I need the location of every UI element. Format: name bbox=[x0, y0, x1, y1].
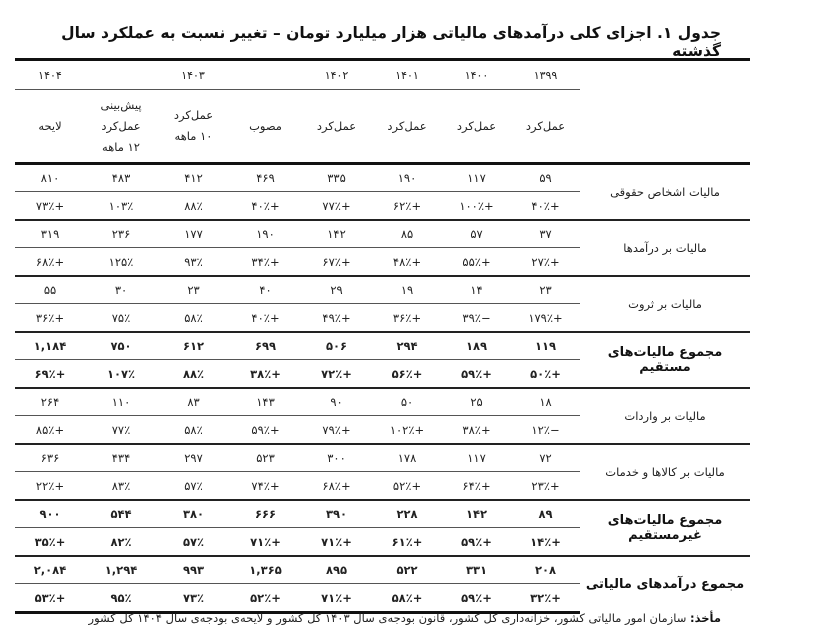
change-cell: +۲۳٪ bbox=[531, 478, 560, 493]
change-cell: ۱۰۷٪ bbox=[106, 366, 136, 381]
value-cell: ۳۰ bbox=[85, 276, 157, 304]
value-cell: ۹۹۳ bbox=[157, 556, 230, 584]
change-cell: +۲۲٪ bbox=[35, 478, 65, 493]
value-cell: ۱۹ bbox=[372, 276, 442, 304]
change-cell: ۸۸٪ bbox=[182, 366, 205, 381]
change-cell: +۶۸٪ bbox=[322, 478, 351, 493]
change-cell: +۷۷٪ bbox=[322, 198, 351, 213]
row-label: مجموع درآمدهای مالیاتی bbox=[580, 556, 750, 613]
value-cell: ۲۹۴ bbox=[372, 332, 442, 360]
change-cell: +۶۴٪ bbox=[462, 478, 491, 493]
table-row-values bbox=[15, 500, 750, 528]
change-cell: ۷۵٪ bbox=[111, 310, 131, 325]
change-cell: +۶۹٪ bbox=[34, 366, 66, 381]
value-cell: ۱۴۲ bbox=[301, 220, 372, 248]
sub-header-1402: عمل‌کرد bbox=[301, 90, 372, 164]
sub-header-1403-approved: مصوب bbox=[230, 90, 301, 164]
row-label: مجموع مالیات‌های مستقیم bbox=[580, 332, 750, 388]
year-header-1399: ۱۳۹۹ bbox=[511, 60, 580, 90]
value-cell: ۴۳۴ bbox=[85, 444, 157, 472]
change-cell: +۴۰٪ bbox=[251, 310, 280, 325]
value-cell: ۱۸ bbox=[511, 388, 580, 416]
sub-header-1400: عمل‌کرد bbox=[442, 90, 511, 164]
value-cell: ۱۱۹ bbox=[511, 332, 580, 360]
sub-header-row bbox=[15, 90, 750, 164]
value-cell: ۱۱۷ bbox=[442, 164, 511, 192]
value-cell: ۸۹ bbox=[511, 500, 580, 528]
change-cell: +۵۳٪ bbox=[15, 584, 85, 613]
year-header-row bbox=[15, 60, 750, 90]
change-cell: ۱۰۳٪ bbox=[108, 198, 134, 213]
sub-header-1403-fc-line1: پیش‌بینی bbox=[100, 97, 142, 112]
year-header-1403: ۱۴۰۳ bbox=[85, 60, 301, 90]
value-cell: ۷۵۰ bbox=[85, 332, 157, 360]
change-cell: +۶۲٪ bbox=[392, 198, 422, 213]
change-cell: ۸۸٪ bbox=[184, 198, 203, 213]
change-cell: +۷۳٪ bbox=[35, 198, 65, 213]
change-cell: +۱۰۲٪ bbox=[389, 422, 425, 437]
change-cell: +۵۶٪ bbox=[391, 366, 423, 381]
value-cell: ۳۷ bbox=[511, 220, 580, 248]
value-cell: ۵۹ bbox=[511, 164, 580, 192]
change-cell: ۹۳٪ bbox=[184, 254, 203, 269]
change-cell: +۷۲٪ bbox=[321, 366, 352, 381]
change-cell: +۳۶٪ bbox=[35, 310, 65, 325]
value-cell: ۶۶۶ bbox=[230, 500, 301, 528]
value-cell: ۲۰۸ bbox=[511, 556, 580, 584]
change-cell: +۳۶٪ bbox=[392, 310, 422, 325]
table-row-values bbox=[15, 276, 750, 304]
table-row-values bbox=[15, 444, 750, 472]
change-cell: +۱۴٪ bbox=[530, 534, 561, 549]
change-cell: +۴۸٪ bbox=[392, 254, 422, 269]
value-cell: ۱۱۰ bbox=[85, 388, 157, 416]
change-cell: +۸۵٪ bbox=[35, 422, 65, 437]
value-cell: ۳۹۰ bbox=[301, 500, 372, 528]
value-cell: ۶۳۶ bbox=[15, 444, 85, 472]
table-row-values bbox=[15, 164, 750, 192]
value-cell: ۱۴ bbox=[442, 276, 511, 304]
year-header-1402: ۱۴۰۲ bbox=[301, 60, 372, 90]
change-cell: +۷۱٪ bbox=[321, 534, 352, 549]
year-header-1404: ۱۴۰۴ bbox=[15, 60, 85, 90]
change-cell: ۵۸٪ bbox=[184, 422, 203, 437]
change-cell: +۷۱٪ bbox=[250, 534, 281, 549]
change-cell: +۵۲٪ bbox=[230, 584, 301, 613]
change-cell: +۷۹٪ bbox=[322, 422, 351, 437]
change-cell: +۳۸٪ bbox=[250, 366, 281, 381]
change-cell: +۷۱٪ bbox=[301, 584, 372, 613]
change-cell: +۳۴٪ bbox=[251, 254, 280, 269]
value-cell: ۵۴۴ bbox=[85, 500, 157, 528]
change-cell: +۴۹٪ bbox=[322, 310, 351, 325]
value-cell: ۹۰۰ bbox=[15, 500, 85, 528]
value-cell: ۲۶۴ bbox=[15, 388, 85, 416]
tax-revenue-table bbox=[15, 58, 750, 614]
change-cell: +۴۰٪ bbox=[251, 198, 280, 213]
row-label: مالیات بر ثروت bbox=[580, 276, 750, 332]
change-cell: +۵۹٪ bbox=[461, 366, 492, 381]
change-cell: +۱۰۰٪ bbox=[459, 198, 494, 213]
change-cell: +۵۹٪ bbox=[251, 422, 280, 437]
change-cell: +۱۷۹٪ bbox=[528, 310, 563, 325]
change-cell: ۵۷٪ bbox=[182, 534, 205, 549]
value-cell: ۳۸۰ bbox=[157, 500, 230, 528]
value-cell: ۸۱۰ bbox=[15, 164, 85, 192]
change-cell: +۵۸٪ bbox=[372, 584, 442, 613]
corner-cell bbox=[580, 60, 750, 90]
sub-header-1399: عمل‌کرد bbox=[511, 90, 580, 164]
value-cell: ۱۴۲ bbox=[442, 500, 511, 528]
change-cell: +۵۰٪ bbox=[530, 366, 561, 381]
value-cell: ۱۱۷ bbox=[442, 444, 511, 472]
table-row-values bbox=[15, 332, 750, 360]
value-cell: ۲۵ bbox=[442, 388, 511, 416]
change-cell: −۳۹٪ bbox=[462, 310, 491, 325]
change-cell: ۵۷٪ bbox=[184, 478, 203, 493]
value-cell: ۲۹ bbox=[301, 276, 372, 304]
value-cell: ۶۹۹ bbox=[230, 332, 301, 360]
value-cell: ۲,۰۸۴ bbox=[15, 556, 85, 584]
change-cell: ۹۵٪ bbox=[85, 584, 157, 613]
value-cell: ۳۳۱ bbox=[442, 556, 511, 584]
change-cell: +۲۷٪ bbox=[531, 254, 560, 269]
value-cell: ۵۷ bbox=[442, 220, 511, 248]
label-header-cell bbox=[580, 90, 750, 164]
value-cell: ۴۶۹ bbox=[230, 164, 301, 192]
value-cell: ۵۲۳ bbox=[230, 444, 301, 472]
value-cell: ۱۴۳ bbox=[230, 388, 301, 416]
change-cell: +۵۵٪ bbox=[462, 254, 491, 269]
value-cell: ۱,۳۶۵ bbox=[230, 556, 301, 584]
row-label: مجموع مالیات‌های غیرمستقیم bbox=[580, 500, 750, 556]
table-row-values bbox=[15, 388, 750, 416]
value-cell: ۵۲۲ bbox=[372, 556, 442, 584]
sub-header-1403-forecast bbox=[85, 90, 157, 164]
value-cell: ۲۹۷ bbox=[157, 444, 230, 472]
row-label: مالیات بر درآمدها bbox=[580, 220, 750, 276]
value-cell: ۸۳ bbox=[157, 388, 230, 416]
source-text: سازمان امور مالیاتی کشور، خزانه‌داری کل کشور، قانون بودجه‌ی سال ۱۴۰۳ کل کشور و لایحه‌ی بودجه‌ی سال ۱۴۰۴ کل کشور bbox=[88, 611, 691, 625]
value-cell: ۱۷۷ bbox=[157, 220, 230, 248]
change-cell: +۶۷٪ bbox=[322, 254, 351, 269]
row-label: مالیات اشخاص حقوقی bbox=[580, 164, 750, 221]
row-label: مالیات بر کالاها و خدمات bbox=[580, 444, 750, 500]
row-label: مالیات بر واردات bbox=[580, 388, 750, 444]
change-cell: ۸۲٪ bbox=[110, 534, 132, 549]
change-cell: +۶۱٪ bbox=[391, 534, 423, 549]
sub-header-1403-fc-line3: ۱۲ ماهه bbox=[102, 139, 140, 154]
value-cell: ۴۱۲ bbox=[157, 164, 230, 192]
value-cell: ۹۰ bbox=[301, 388, 372, 416]
value-cell: ۴۸۳ bbox=[85, 164, 157, 192]
value-cell: ۲۳۶ bbox=[85, 220, 157, 248]
value-cell: ۶۱۲ bbox=[157, 332, 230, 360]
value-cell: ۲۲۸ bbox=[372, 500, 442, 528]
sub-header-1403-10m-line2: ۱۰ ماهه bbox=[174, 129, 213, 143]
change-cell: ۱۲۵٪ bbox=[108, 254, 134, 269]
value-cell: ۳۱۹ bbox=[15, 220, 85, 248]
table-body bbox=[15, 164, 750, 613]
change-cell: ۸۳٪ bbox=[111, 478, 131, 493]
table-row-values bbox=[15, 556, 750, 584]
value-cell: ۲۳ bbox=[511, 276, 580, 304]
change-cell: +۴۰٪ bbox=[531, 198, 560, 213]
sub-header-1403-fc-line2: عمل‌کرد bbox=[101, 118, 141, 133]
table-row-values bbox=[15, 220, 750, 248]
value-cell: ۱,۱۸۴ bbox=[15, 332, 85, 360]
change-cell: ۷۳٪ bbox=[157, 584, 230, 613]
sub-header-1403-10-month bbox=[157, 90, 230, 164]
value-cell: ۲۳ bbox=[157, 276, 230, 304]
change-cell: +۶۸٪ bbox=[35, 254, 65, 269]
value-cell: ۱۹۰ bbox=[230, 220, 301, 248]
change-cell: ۵۸٪ bbox=[184, 310, 203, 325]
change-cell: +۳۵٪ bbox=[34, 534, 66, 549]
change-cell: +۳۸٪ bbox=[462, 422, 491, 437]
value-cell: ۸۵ bbox=[372, 220, 442, 248]
sub-header-1401: عمل‌کرد bbox=[372, 90, 442, 164]
value-cell: ۵۰ bbox=[372, 388, 442, 416]
sub-header-1403-10m-line1: عمل‌کرد bbox=[173, 108, 214, 122]
source-note bbox=[1, 611, 721, 625]
table-title: جدول ۱. اجزای کلی درآمدهای مالیاتی هزار میلیارد تومان – تغییر نسبت به عملکرد سال گذشته bbox=[61, 24, 721, 60]
sub-header-1404: لایحه bbox=[15, 90, 85, 164]
change-cell: ۷۷٪ bbox=[111, 422, 131, 437]
source-label: مأخذ: bbox=[690, 611, 721, 625]
value-cell: ۸۹۵ bbox=[301, 556, 372, 584]
year-header-1400: ۱۴۰۰ bbox=[442, 60, 511, 90]
change-cell: +۵۹٪ bbox=[461, 534, 492, 549]
value-cell: ۵۵ bbox=[15, 276, 85, 304]
change-cell: +۵۲٪ bbox=[392, 478, 422, 493]
value-cell: ۵۰۶ bbox=[301, 332, 372, 360]
change-cell: +۵۹٪ bbox=[442, 584, 511, 613]
value-cell: ۱۹۰ bbox=[372, 164, 442, 192]
value-cell: ۷۲ bbox=[511, 444, 580, 472]
change-cell: +۷۴٪ bbox=[251, 478, 280, 493]
change-cell: −۱۲٪ bbox=[531, 422, 560, 437]
value-cell: ۴۰ bbox=[230, 276, 301, 304]
value-cell: ۳۳۵ bbox=[301, 164, 372, 192]
value-cell: ۳۰۰ bbox=[301, 444, 372, 472]
value-cell: ۱,۲۹۴ bbox=[85, 556, 157, 584]
year-header-1401: ۱۴۰۱ bbox=[372, 60, 442, 90]
value-cell: ۱۷۸ bbox=[372, 444, 442, 472]
value-cell: ۱۸۹ bbox=[442, 332, 511, 360]
change-cell: +۳۲٪ bbox=[511, 584, 580, 613]
